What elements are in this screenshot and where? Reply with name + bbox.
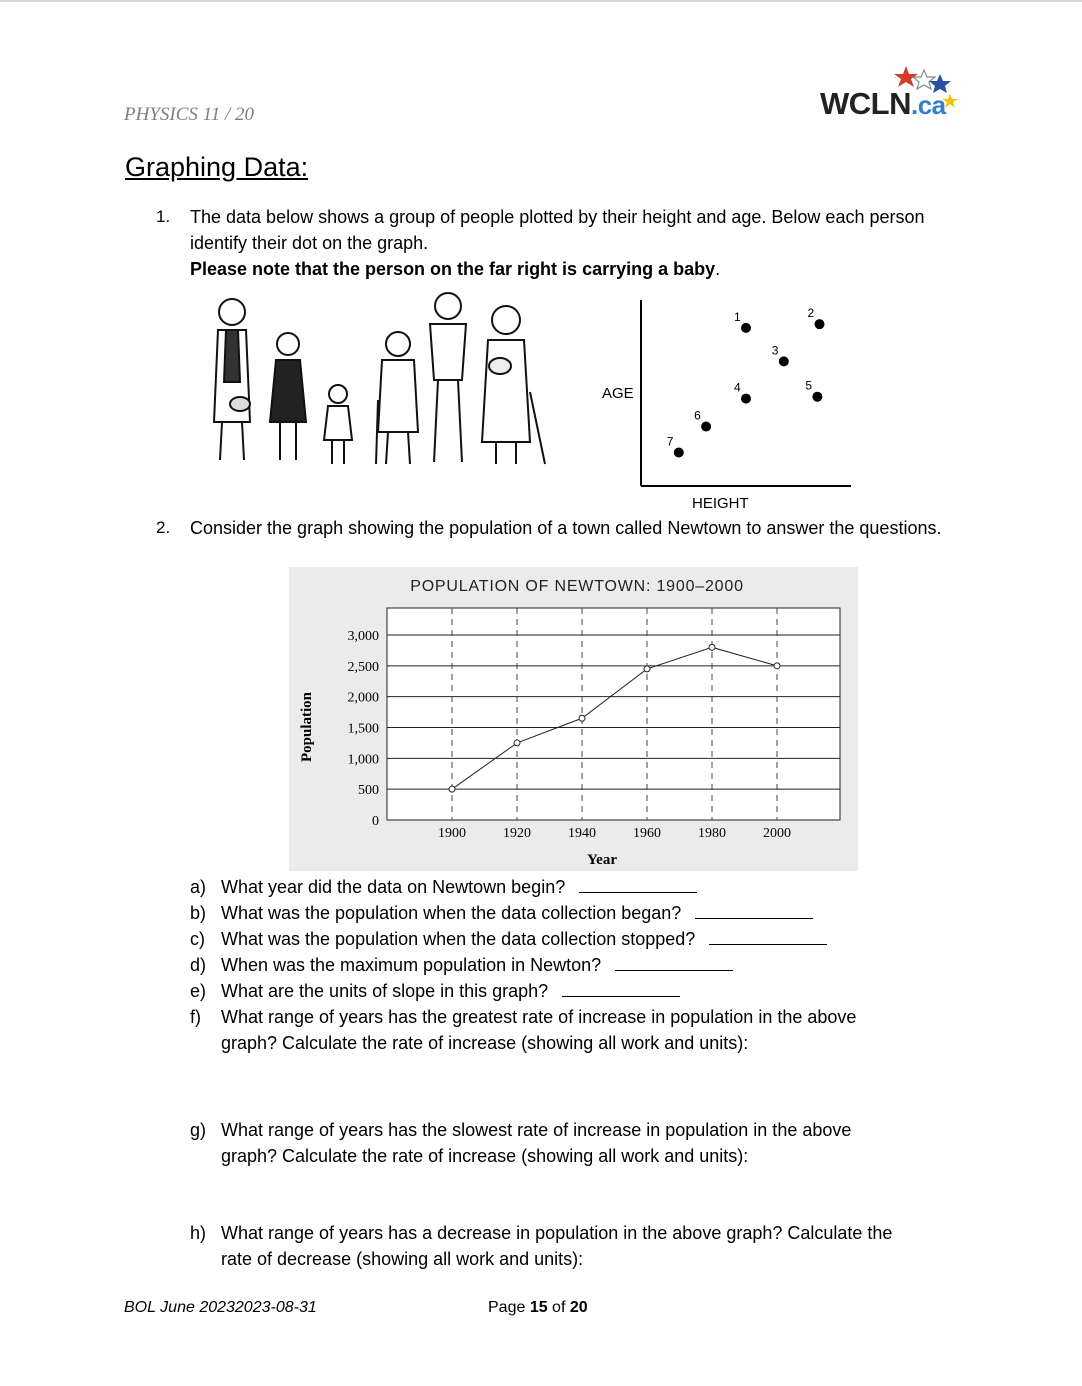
question-2: [156, 515, 950, 541]
top-border: [0, 0, 1082, 2]
answer-blank[interactable]: [579, 874, 697, 893]
person-girl-icon: [270, 333, 306, 460]
question-note: Please note that the person on the far right is carrying a baby.: [190, 259, 721, 279]
logo-text: WCLN.ca: [820, 86, 946, 121]
person-woman-baby-icon: [482, 306, 545, 464]
data-point-1900: [449, 786, 455, 792]
data-point-1960: [644, 666, 650, 672]
data-point-2000: [774, 663, 780, 669]
subquestion-text: What range of years has the greatest rate of increase in population in the above graph? Calculate the rate of increase (showing all work and units):: [221, 1007, 857, 1053]
scatter-point-6: [701, 421, 711, 431]
question-number: 1.: [156, 207, 171, 226]
footer-date: BOL June 20232023-08-31: [124, 1299, 317, 1316]
scatter-point-label: 3: [771, 343, 779, 358]
x-tick-label: 2000: [763, 826, 791, 841]
scatter-point-label: 1: [734, 309, 741, 324]
y-tick-label: 1,000: [347, 752, 379, 768]
x-tick-label: 1940: [568, 826, 596, 841]
population-chart: [289, 567, 858, 871]
x-tick-label: 1900: [438, 826, 466, 841]
scatter-x-label: HEIGHT: [692, 495, 749, 512]
x-axis-label: Year: [587, 852, 617, 868]
scatter-point-1: [741, 323, 751, 333]
population-chart-svg: [289, 567, 858, 871]
scatter-point-label: 7: [666, 434, 674, 449]
scatter-point-2: [815, 319, 825, 329]
scatter-point-4: [741, 394, 751, 404]
answer-blank[interactable]: [615, 952, 733, 971]
scatter-point-7: [674, 448, 684, 458]
y-tick-label: 2,000: [347, 690, 379, 706]
y-tick-label: 2,500: [347, 659, 379, 675]
y-axis-label: Population: [299, 691, 315, 763]
answer-blank[interactable]: [695, 900, 813, 919]
scatter-point-3: [779, 356, 789, 366]
course-header: PHYSICS 11 / 20: [124, 104, 255, 125]
chart-title: POPULATION OF NEWTOWN: 1900–2000: [410, 578, 744, 595]
subquestion-letter: b): [190, 903, 207, 923]
people-illustration: [200, 282, 552, 478]
subquestion-letter: a): [190, 877, 207, 897]
subquestion-letter: h): [190, 1223, 207, 1243]
question-number: 2.: [156, 518, 171, 537]
subquestion-letter: c): [190, 929, 205, 949]
subquestion-text: What was the population when the data collection began?: [221, 900, 813, 926]
subquestion-text: What range of years has a decrease in population in the above graph? Calculate the rate of decrease (showing all work and units):: [221, 1223, 893, 1269]
subquestion-letter: f): [190, 1007, 201, 1027]
subquestion-letter: g): [190, 1120, 207, 1140]
page-title: Graphing Data:: [125, 152, 309, 182]
scatter-point-label: 4: [734, 380, 741, 395]
person-old-man-icon: [376, 332, 418, 464]
scatter-point-label: 2: [807, 306, 815, 321]
age-height-scatter: [596, 290, 866, 515]
y-tick-label: 3,000: [347, 629, 379, 644]
scatter-point-label: 6: [694, 408, 701, 423]
scatter-point-label: 5: [805, 378, 813, 393]
subquestion-text: What year did the data on Newtown begin?: [221, 874, 697, 900]
subquestion-letter: d): [190, 955, 207, 975]
subquestion-text: When was the maximum population in Newton?: [221, 952, 733, 978]
y-tick-label: 1,500: [347, 721, 379, 737]
page-number: Page 15 of 20: [488, 1299, 588, 1316]
x-tick-label: 1980: [698, 826, 726, 841]
answer-blank[interactable]: [562, 978, 680, 997]
data-point-1940: [579, 715, 585, 721]
subquestion-text: What was the population when the data collection stopped?: [221, 926, 827, 952]
person-tall-man-icon: [430, 293, 466, 462]
question-text: The data below shows a group of people plotted by their height and age. Below each person identify their dot on the graph.: [190, 207, 925, 253]
scatter-y-label: AGE: [602, 385, 634, 402]
person-child-icon: [324, 385, 352, 464]
question-1: [156, 204, 950, 282]
person-woman-icon: [214, 299, 250, 460]
y-tick-label: 0: [372, 814, 379, 829]
scatter-point-5: [812, 392, 822, 402]
y-tick-label: 500: [358, 783, 379, 799]
data-point-1980: [709, 644, 715, 650]
subquestion-letter: e): [190, 981, 207, 1001]
subquestion-text: What range of years has the slowest rate of increase in population in the above graph? Calculate the rate of increase (showing all work and units):: [221, 1120, 852, 1166]
data-point-1920: [514, 740, 520, 746]
answer-blank[interactable]: [709, 926, 827, 945]
question-text: Consider the graph showing the population of a town called Newtown to answer the questions.: [190, 518, 942, 538]
x-tick-label: 1960: [633, 826, 661, 841]
x-tick-label: 1920: [503, 826, 531, 841]
subquestion-text: What are the units of slope in this graph?: [221, 978, 680, 1004]
wcln-logo: [818, 64, 963, 124]
